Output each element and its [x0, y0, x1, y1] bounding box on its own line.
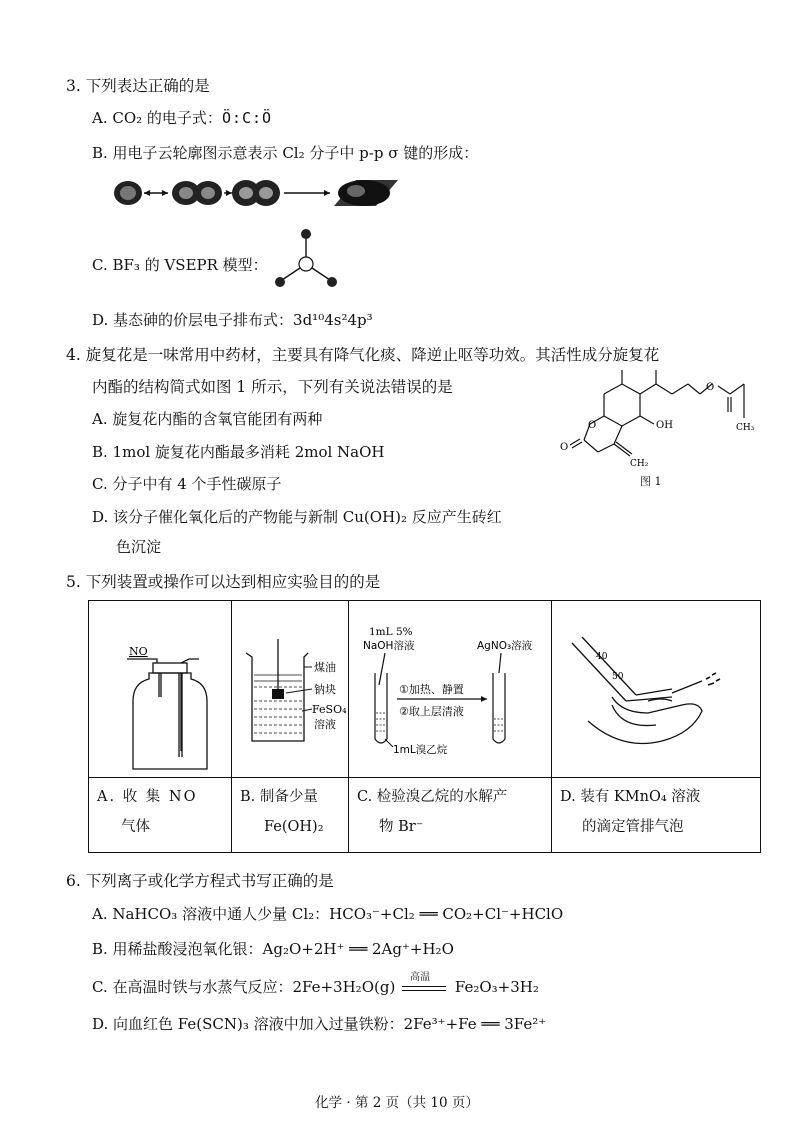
q6-stem: 6. 下列离子或化学方程式书写正确的是	[66, 872, 334, 890]
caption-a	[89, 778, 232, 853]
q4-option-d-line1: D. 该分子催化氧化后的产物能与新制 Cu(OH)₂ 反应产生砖红	[92, 508, 502, 526]
q6-option-d: D. 向血红色 Fe(SCN)₃ 溶液中加入过量铁粉：2Fe³⁺+Fe ══ 3Fe²⁺	[92, 1015, 547, 1033]
ring-oxygen-label: O	[588, 420, 597, 431]
q4-option-a: A. 旋复花内酯的含氧官能团有两种	[92, 410, 323, 428]
p-orbital-overlap	[232, 180, 280, 206]
caption-d-line2: 的滴定管排气泡	[582, 819, 684, 835]
caption-c-line1: C. 检验溴乙烷的水解产	[357, 789, 508, 805]
caption-d	[552, 778, 761, 853]
q4-option-d-line2: 色沉淀	[116, 538, 162, 556]
q3-option-d-text: D. 基态砷的价层电子排布式：	[92, 311, 294, 329]
bromoethane-test-setup	[349, 601, 551, 777]
q4-stem-line1: 4. 旋复花是一味常用中药材，主要具有降气化痰、降逆止呕等功效。其活性成分旋复花	[66, 346, 660, 364]
caption-b	[232, 778, 349, 853]
burette-bubble-removal	[552, 601, 760, 777]
ch2-label: CH₂	[630, 459, 649, 469]
caption-d-line1: D. 装有 KMnO₄ 溶液	[560, 789, 701, 805]
burette-mark-50: 50	[612, 672, 624, 682]
caption-b-line2: Fe(OH)₂	[264, 819, 324, 835]
beaker-fe-oh2	[232, 601, 348, 777]
naoh-amount-label: 1mL 5%	[369, 626, 413, 638]
cell-d-image	[552, 601, 761, 778]
agno3-label: AgNO₃溶液	[477, 640, 533, 652]
q4-option-c: C. 分子中有 4 个手性碳原子	[92, 475, 282, 493]
ester-oxygen-label: O	[706, 382, 715, 393]
sodium-label: 钠块	[314, 683, 336, 696]
q3-option-d	[92, 309, 373, 330]
high-temp-arrow	[400, 972, 450, 996]
kerosene-label: 煤油	[314, 661, 336, 674]
p-orbital-pair-2	[172, 181, 222, 205]
no-label: NO	[129, 645, 148, 658]
cell-a-image	[89, 601, 232, 778]
feso4-label: FeSO₄	[312, 703, 347, 716]
cell-c-image	[349, 601, 552, 778]
cell-b-image	[232, 601, 349, 778]
q3-option-b: B. 用电子云轮廓图示意表示 Cl₂ 分子中 p-p σ 键的形成：	[92, 144, 479, 162]
inulicin-structure	[560, 366, 760, 470]
q3-option-a-text: A. CO₂ 的电子式：	[92, 109, 222, 127]
step2-label: ②取上层清液	[399, 705, 464, 718]
q5-stem: 5. 下列装置或操作可以达到相应实验目的的是	[66, 573, 381, 591]
co2-electron-formula: Ö:C:Ö	[221, 109, 273, 127]
arsenic-electron-config: 3d¹⁰4s²4p³	[293, 311, 373, 329]
gas-collection-bottle	[89, 601, 231, 777]
figure-1-caption: 图 1	[640, 475, 662, 488]
caption-a-line2: 气体	[121, 819, 150, 835]
high-temp-condition: 高温	[410, 972, 431, 983]
step1-label: ①加热、静置	[399, 683, 464, 696]
q6-option-b: B. 用稀盐酸浸泡氧化银：Ag₂O+2H⁺ ══ 2Ag⁺+H₂O	[92, 940, 454, 958]
caption-b-line1: B. 制备少量	[240, 789, 318, 805]
bromoethane-label: 1mL溴乙烷	[393, 744, 448, 756]
q6-option-a: A. NaHCO₃ 溶液中通人少量 Cl₂：HCO₃⁻+Cl₂ ══ CO₂+Cl⁻+HClO	[92, 905, 564, 923]
q4-stem-line2: 内酯的结构简式如图 1 所示，下列有关说法错误的是	[92, 378, 453, 396]
q3-option-a	[92, 107, 272, 128]
sigma-bond-cloud	[334, 180, 398, 206]
experiment-table	[88, 600, 761, 853]
q3-stem: 3. 下列表达正确的是	[66, 77, 210, 95]
electron-cloud-diagram	[106, 170, 402, 216]
solution-label: 溶液	[314, 718, 336, 731]
burette-mark-40: 40	[596, 652, 608, 662]
q3-option-c: C. BF₃ 的 VSEPR 模型：	[92, 256, 268, 274]
q6-option-c	[92, 972, 539, 997]
caption-a-line1: A. 收 集 NO	[97, 789, 198, 805]
q6-option-c-left: C. 在高温时铁与水蒸气反应：2Fe+3H₂O(g)	[92, 978, 396, 996]
carbonyl-oxygen-label: O	[560, 442, 569, 453]
page-footer: 化学 · 第 2 页（共 10 页）	[315, 1095, 479, 1111]
naoh-label: NaOH溶液	[363, 640, 415, 652]
p-orbital-pair-1	[114, 181, 142, 205]
caption-c-line2: 物 Br⁻	[379, 819, 424, 835]
bf3-vsepr-model	[264, 224, 344, 294]
caption-c	[349, 778, 552, 853]
q4-option-b: B. 1mol 旋复花内酯最多消耗 2mol NaOH	[92, 443, 385, 461]
q6-option-c-right: Fe₂O₃+3H₂	[454, 978, 539, 996]
ch3-label: CH₃	[736, 423, 755, 433]
oh-label: OH	[656, 420, 673, 431]
